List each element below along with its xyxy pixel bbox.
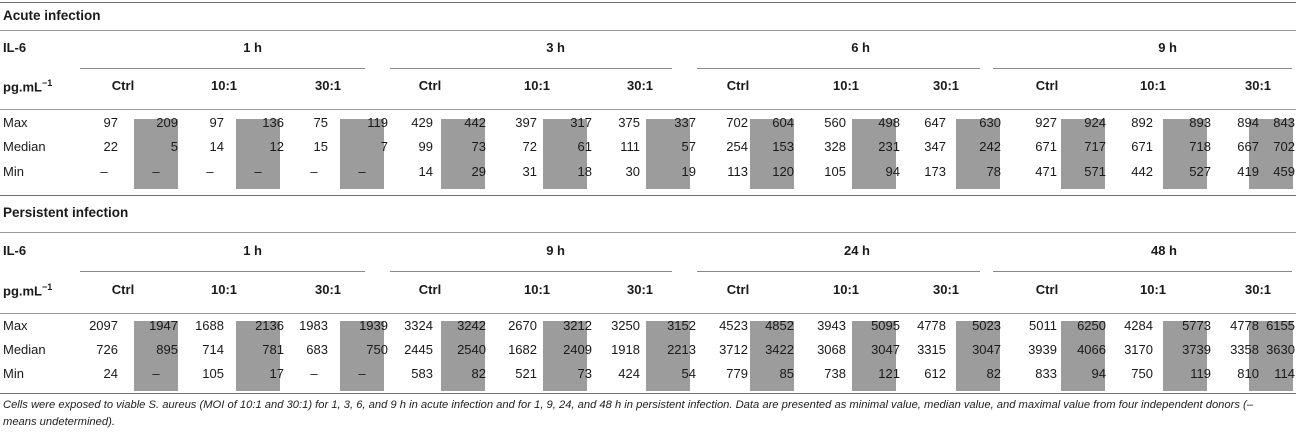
table-cell: 5	[170, 139, 178, 154]
table-cell: 4523	[719, 318, 748, 333]
table-cell: 702	[1273, 139, 1295, 154]
timepoint-group-rule	[697, 271, 980, 272]
table-cell: 61	[577, 139, 592, 154]
table-cell: 560	[824, 115, 846, 130]
sub-header: Ctrl	[1035, 78, 1059, 93]
row-label: Median	[3, 139, 46, 154]
table-cell: 113	[727, 164, 748, 179]
table-cell: 82	[986, 366, 1001, 381]
table-cell: 2540	[457, 342, 486, 357]
timepoint-group-rule	[80, 68, 365, 69]
table-cell: 1983	[299, 318, 328, 333]
table-cell: 3712	[719, 342, 748, 357]
table-cell: 5023	[972, 318, 1001, 333]
table-cell: 82	[471, 366, 486, 381]
table-cell: 738	[824, 366, 846, 381]
table-cell: 121	[878, 366, 900, 381]
table-cell: –	[310, 366, 318, 381]
table-cell: 3068	[817, 342, 846, 357]
row-label: Median	[3, 342, 46, 357]
table-cell: 75	[313, 115, 328, 130]
unit-superscript: −1	[42, 78, 53, 88]
table-cell: 3250	[611, 318, 640, 333]
table-cell: 3315	[917, 342, 946, 357]
row-label: Min	[3, 164, 24, 179]
table-cell: 3939	[1028, 342, 1057, 357]
table-cell: –	[206, 164, 214, 179]
table-cell: 2670	[508, 318, 537, 333]
table-cell: 571	[1084, 164, 1106, 179]
table-cell: 3047	[972, 342, 1001, 357]
table-footnote: Cells were exposed to viable S. aureus (MOI of 10:1 and 30:1) for 1, 3, 6, and 9 h in acute infection and for 1, 9, 24, and 48 h in persistent infection. Data are presented as minimal value, median value, and maximal value from four independent donors (– means undetermined).	[3, 399, 1253, 428]
table-cell: 17	[269, 366, 284, 381]
sub-header: 30:1	[626, 282, 654, 297]
row-header-il6: IL-6	[3, 40, 27, 55]
table-cell: 375	[618, 115, 640, 130]
table-cell: 4852	[765, 318, 794, 333]
table-cell: 442	[464, 115, 486, 130]
table-cell: 667	[1237, 139, 1259, 154]
table-cell: 14	[418, 164, 433, 179]
table-cell: 105	[202, 366, 224, 381]
table-cell: 471	[1035, 164, 1057, 179]
table-cell: 1939	[359, 318, 388, 333]
table-cell: 833	[1035, 366, 1057, 381]
table-cell: 5773	[1182, 318, 1211, 333]
table-cell: 924	[1084, 115, 1106, 130]
timepoint-group-rule	[697, 68, 980, 69]
sub-header: 10:1	[1139, 282, 1167, 297]
table-cell: 893	[1189, 115, 1211, 130]
sub-header: Ctrl	[1035, 282, 1059, 297]
table-cell: 94	[1091, 366, 1106, 381]
section-title: Persistent infection	[3, 205, 129, 220]
table-cell: 15	[313, 139, 328, 154]
table-cell: 2409	[563, 342, 592, 357]
table-cell: 810	[1237, 366, 1259, 381]
table-cell: 2097	[89, 318, 118, 333]
table-cell: 5095	[871, 318, 900, 333]
table-cell: 3358	[1230, 342, 1259, 357]
table-cell: 120	[772, 164, 794, 179]
table-cell: 3422	[765, 342, 794, 357]
table-cell: 683	[306, 342, 328, 357]
unit-label	[3, 282, 52, 298]
table-cell: 73	[577, 366, 592, 381]
table-cell: 114	[1274, 366, 1295, 381]
table-cell: 317	[570, 115, 592, 130]
table-cell: 24	[103, 366, 118, 381]
table-cell: 4778	[917, 318, 946, 333]
table-cell: –	[152, 366, 160, 381]
sub-header: 10:1	[832, 78, 860, 93]
table-cell: –	[358, 366, 366, 381]
table-cell: 12	[269, 139, 284, 154]
table-cell: 14	[209, 139, 224, 154]
timepoint-header: 3 h	[546, 40, 565, 55]
column-header-rule	[0, 109, 1296, 110]
table-cell: 527	[1189, 164, 1211, 179]
row-header-il6: IL-6	[3, 243, 27, 258]
table-cell: 671	[1131, 139, 1153, 154]
sub-header: 10:1	[523, 78, 551, 93]
table-cell: 119	[1190, 366, 1211, 381]
timepoint-group-rule	[80, 271, 365, 272]
table-cell: 4284	[1124, 318, 1153, 333]
table-cell: 3630	[1266, 342, 1295, 357]
unit-text: pg.mL	[3, 79, 42, 95]
table-cell: 31	[522, 164, 537, 179]
table-cell: 3212	[563, 318, 592, 333]
section-divider	[0, 195, 1296, 196]
table-cell: 105	[824, 164, 846, 179]
table-cell: 843	[1273, 115, 1295, 130]
section-title: Acute infection	[3, 8, 101, 23]
table-cell: 498	[878, 115, 900, 130]
table-cell: 779	[726, 366, 748, 381]
table-cell: 442	[1131, 164, 1153, 179]
table-cell: 419	[1237, 164, 1259, 179]
table-cell: 3739	[1182, 342, 1211, 357]
table-cell: 18	[577, 164, 592, 179]
sub-header: 30:1	[314, 282, 342, 297]
section-bottom-rule	[0, 393, 1296, 394]
timepoint-header: 6 h	[851, 40, 870, 55]
sub-header: 30:1	[1244, 78, 1272, 93]
sub-header: Ctrl	[111, 282, 135, 297]
table-cell: 459	[1273, 164, 1295, 179]
table-cell: 3047	[871, 342, 900, 357]
table-cell: 2445	[404, 342, 433, 357]
sub-header: 30:1	[1244, 282, 1272, 297]
table-cell: 750	[366, 342, 388, 357]
table-cell: –	[152, 164, 160, 179]
table-cell: 714	[202, 342, 224, 357]
sub-header: Ctrl	[111, 78, 135, 93]
table-cell: 153	[772, 139, 794, 154]
sub-header: 10:1	[210, 282, 238, 297]
table-cell: 3943	[817, 318, 846, 333]
table-cell: 1947	[149, 318, 178, 333]
table-cell: 671	[1035, 139, 1057, 154]
table-cell: 3242	[457, 318, 486, 333]
table-cell: 97	[103, 115, 118, 130]
table-cell: 99	[418, 139, 433, 154]
table-cell: 718	[1189, 139, 1211, 154]
sub-header: 10:1	[832, 282, 860, 297]
sub-header: 30:1	[932, 78, 960, 93]
table-cell: 72	[522, 139, 537, 154]
table-cell: 119	[367, 115, 388, 130]
table-cell: 894	[1237, 115, 1259, 130]
table-cell: 717	[1084, 139, 1106, 154]
table-cell: 3152	[667, 318, 696, 333]
timepoint-header: 24 h	[843, 243, 870, 258]
column-header-rule	[0, 313, 1296, 314]
table-cell: 630	[979, 115, 1001, 130]
timepoint-group-rule	[390, 271, 672, 272]
table-cell: 254	[726, 139, 748, 154]
table-cell: 424	[618, 366, 640, 381]
table-cell: 347	[924, 139, 946, 154]
timepoint-header: 9 h	[546, 243, 565, 258]
table-cell: 173	[924, 164, 946, 179]
table-cell: 57	[681, 139, 696, 154]
sub-header: 10:1	[1139, 78, 1167, 93]
table-cell: 209	[156, 115, 178, 130]
table-cell: –	[358, 164, 366, 179]
table-cell: 54	[681, 366, 696, 381]
sub-header: 30:1	[932, 282, 960, 297]
section-header-rule	[0, 30, 1296, 31]
timepoint-group-rule	[993, 68, 1292, 69]
table-cell: 337	[674, 115, 696, 130]
sub-header: 30:1	[626, 78, 654, 93]
row-label: Min	[3, 366, 24, 381]
table-cell: 328	[824, 139, 846, 154]
table-cell: –	[310, 164, 318, 179]
table-cell: 73	[471, 139, 486, 154]
row-label: Max	[3, 318, 28, 333]
table-cell: 136	[262, 115, 284, 130]
table-cell: 85	[779, 366, 794, 381]
table-cell: 2213	[667, 342, 696, 357]
table-cell: 22	[103, 139, 118, 154]
table-cell: 647	[924, 115, 946, 130]
table-cell: 6155	[1266, 318, 1295, 333]
table-cell: 1682	[508, 342, 537, 357]
timepoint-header: 1 h	[243, 243, 262, 258]
timepoint-header: 9 h	[1158, 40, 1177, 55]
table-cell: 231	[878, 139, 900, 154]
sub-header: Ctrl	[418, 282, 442, 297]
sub-header: Ctrl	[726, 78, 750, 93]
timepoint-group-rule	[390, 68, 672, 69]
table-cell: 726	[96, 342, 118, 357]
table-cell: 29	[471, 164, 486, 179]
table-cell: –	[254, 164, 262, 179]
table-cell: 604	[772, 115, 794, 130]
table-cell: 4066	[1077, 342, 1106, 357]
table-cell: 927	[1035, 115, 1057, 130]
sub-header: 10:1	[523, 282, 551, 297]
table-cell: 3170	[1124, 342, 1153, 357]
table-cell: 521	[515, 366, 537, 381]
table-cell: 7	[380, 139, 388, 154]
sub-header: Ctrl	[726, 282, 750, 297]
table-cell: 429	[411, 115, 433, 130]
table-cell: 6250	[1077, 318, 1106, 333]
table-cell: 94	[885, 164, 900, 179]
table-cell: 19	[681, 164, 696, 179]
table-cell: 3324	[404, 318, 433, 333]
table-cell: 781	[262, 342, 284, 357]
sub-header: 30:1	[314, 78, 342, 93]
table-cell: 78	[986, 164, 1001, 179]
sub-header: 10:1	[210, 78, 238, 93]
unit-text: pg.mL	[3, 283, 42, 299]
table-cell: 895	[156, 342, 178, 357]
table-cell: 242	[979, 139, 1001, 154]
table-cell: 111	[620, 139, 640, 154]
timepoint-header: 48 h	[1150, 243, 1177, 258]
table-cell: 583	[411, 366, 433, 381]
row-label: Max	[3, 115, 28, 130]
sub-header: Ctrl	[418, 78, 442, 93]
table-cell: 1918	[611, 342, 640, 357]
table-cell: 1688	[195, 318, 224, 333]
table-cell: 2136	[255, 318, 284, 333]
table-cell: 5011	[1029, 318, 1057, 333]
unit-label	[3, 78, 52, 94]
table-cell: –	[100, 164, 108, 179]
timepoint-group-rule	[993, 271, 1292, 272]
table-cell: 30	[625, 164, 640, 179]
table-cell: 702	[726, 115, 748, 130]
unit-superscript: −1	[42, 282, 53, 292]
table-cell: 892	[1131, 115, 1153, 130]
table-cell: 4778	[1230, 318, 1259, 333]
table-cell: 750	[1131, 366, 1153, 381]
section-header-rule	[0, 232, 1296, 233]
table-cell: 612	[924, 366, 946, 381]
table-cell: 97	[209, 115, 224, 130]
table-top-rule	[0, 2, 1296, 3]
timepoint-header: 1 h	[243, 40, 262, 55]
table-cell: 397	[515, 115, 537, 130]
